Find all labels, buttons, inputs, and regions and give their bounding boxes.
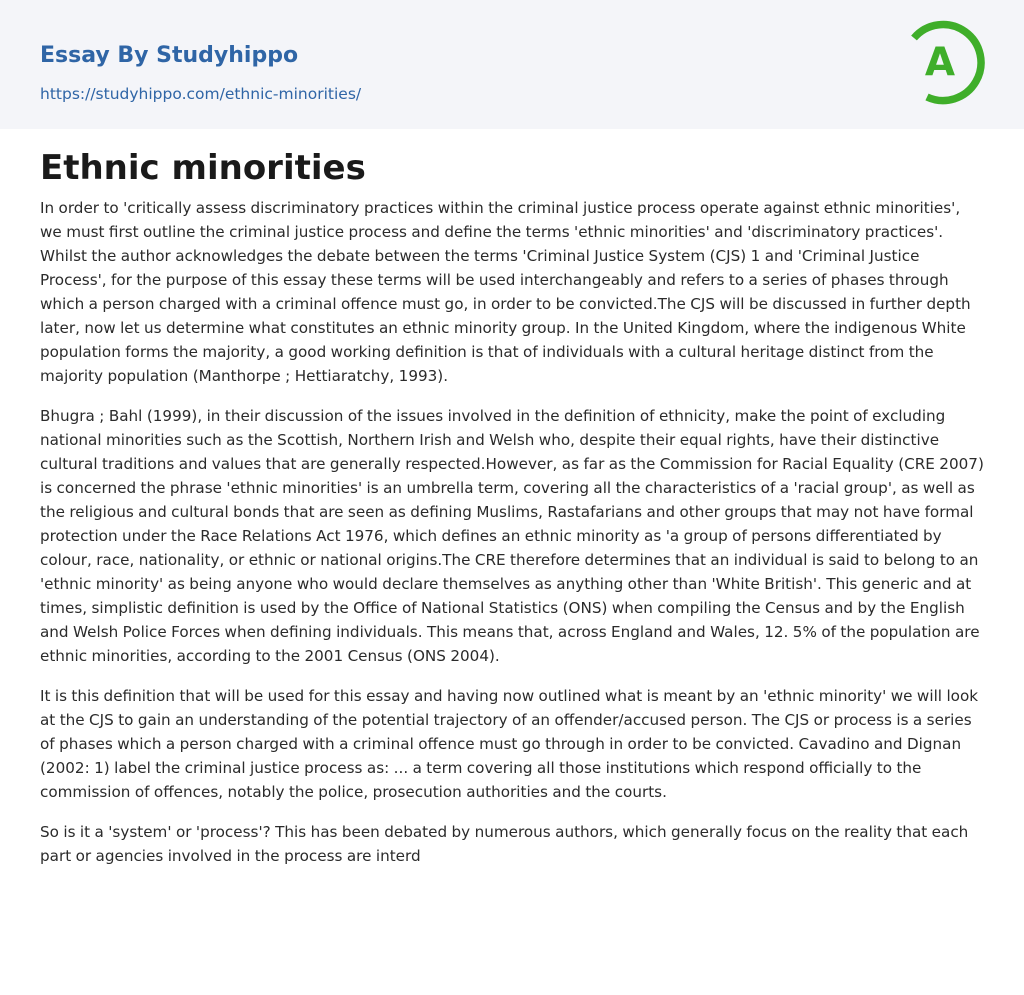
- studyhippo-logo-icon[interactable]: [905, 18, 989, 106]
- page-title: Ethnic minorities: [40, 148, 366, 188]
- essay-paragraph: Bhugra ; Bahl (1999), in their discussion of the issues involved in the definition of ethnicity, make the point of excluding national minorities such as the Scottish, Northern Irish and Welsh who, despite their equal rights, have their distinctive cultural traditions and values that are generally respected.However, as far as the Commission for Racial Equality (CRE 2007) is concerned the phrase 'ethnic minorities' is an umbrella term, covering all the characteristics of a 'racial group', as well as the religious and cultural bonds that are seen as defining Muslims, Rastafarians and other groups that may not have formal protection under the Race Relations Act 1976, which defines an ethnic minority as 'a group of persons differentiated by colour, race, nationality, or ethnic or national origins.The CRE therefore determines that an individual is said to belong to an 'ethnic minority' as being anyone who would declare themselves as anything other than 'White British'. This generic and at times, simplistic definition is used by the Office of National Statistics (ONS) when compiling the Census and by the English and Welsh Police Forces when defining individuals. This means that, across England and Wales, 12. 5% of the population are ethnic minorities, according to the 2001 Census (ONS 2004).: [40, 407, 984, 665]
- site-header: [0, 0, 1024, 129]
- essay-content: [40, 146, 984, 884]
- logo-letter: A: [924, 40, 956, 85]
- essay-paragraph: It is this definition that will be used for this essay and having now outlined what is meant by an 'ethnic minority' we will look at the CJS to gain an understanding of the potential trajectory of an offender/accused person. The CJS or process is a series of phases which a person charged with a criminal offence must go through in order to be convicted. Cavadino and Dignan (2002: 1) label the criminal justice process as: ... a term covering all those institutions which respond officially to the commission of offences, notably the police, prosecution authorities and the courts.: [40, 687, 979, 801]
- essay-paragraph: In order to 'critically assess discriminatory practices within the criminal justice process operate against ethnic minorities', we must first outline the criminal justice process and define the terms 'ethnic minorities' and 'discriminatory practices'. Whilst the author acknowledges the debate between the terms 'Criminal Justice System (CJS) 1 and 'Criminal Justice Process', for the purpose of this essay these terms will be used interchangeably and refers to a series of phases through which a person charged with a criminal offence must go, in order to be convicted.The CJS will be discussed in further depth later, now let us determine what constitutes an ethnic minority group. In the United Kingdom, where the indigenous White population forms the majority, a good working definition is that of individuals with a cultural heritage distinct from the majority population (Manthorpe ; Hettiaratchy, 1993).: [40, 199, 971, 385]
- essay-url-link[interactable]: https://studyhippo.com/ethnic-minorities/: [40, 85, 362, 103]
- site-title[interactable]: Essay By Studyhippo: [40, 43, 299, 68]
- essay-paragraph: So is it a 'system' or 'process'? This has been debated by numerous authors, which generally focus on the reality that each part or agencies involved in the process are interd: [40, 823, 969, 865]
